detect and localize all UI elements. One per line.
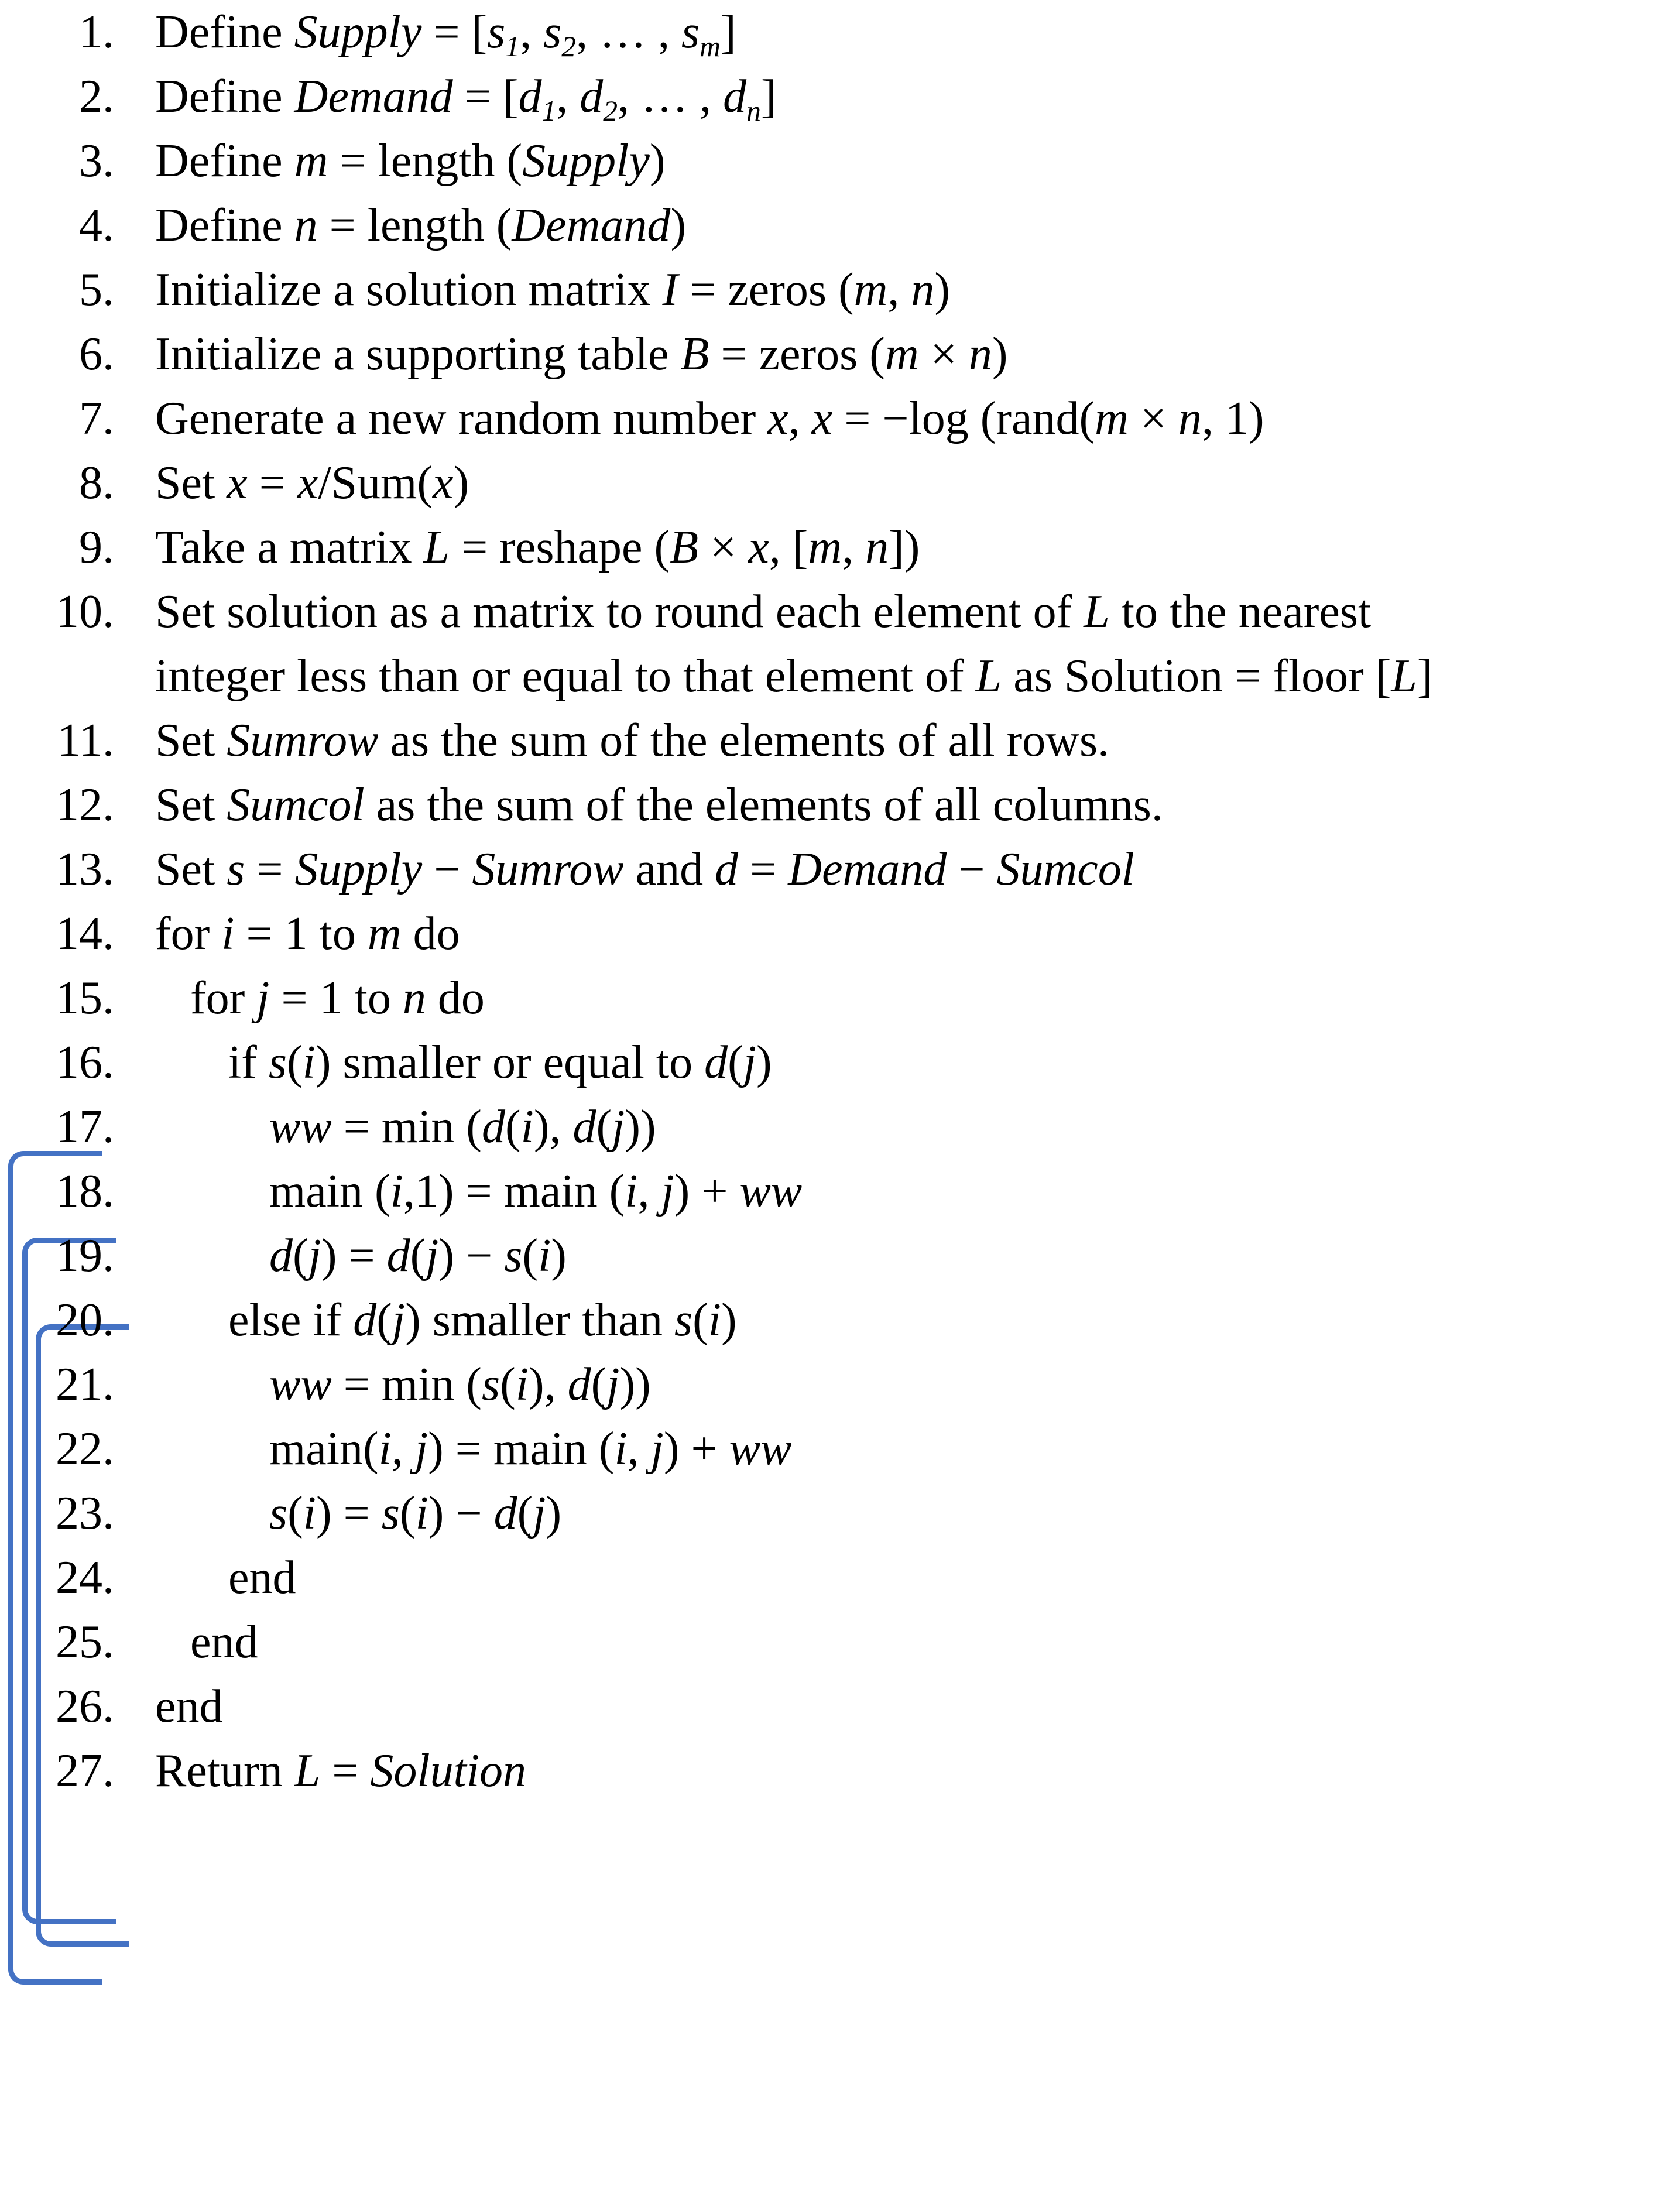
line-content: Set x = x/Sum(x) bbox=[155, 457, 469, 509]
algorithm-line bbox=[0, 773, 1680, 837]
algorithm-line bbox=[0, 451, 1680, 515]
line-number: 26. bbox=[56, 1681, 114, 1732]
line-content: Initialize a supporting table B = zeros (m × n) bbox=[155, 328, 1008, 380]
line-content: end bbox=[190, 1616, 258, 1668]
line-content: Set Sumcol as the sum of the elements of all columns. bbox=[155, 779, 1163, 831]
line-number: 6. bbox=[79, 328, 114, 380]
line-content: Define n = length (Demand) bbox=[155, 200, 687, 251]
line-number: 22. bbox=[56, 1423, 114, 1475]
line-number: 11. bbox=[57, 715, 114, 766]
line-content: Define m = length (Supply) bbox=[155, 135, 666, 187]
line-number: 12. bbox=[56, 779, 114, 831]
algorithm-line bbox=[0, 129, 1680, 193]
line-number: 24. bbox=[56, 1552, 114, 1603]
algorithm-line bbox=[0, 515, 1680, 580]
line-content: ww = min (d(i), d(j)) bbox=[269, 1101, 656, 1153]
algorithm-line bbox=[0, 1095, 1680, 1159]
line-number: 10. bbox=[56, 586, 114, 638]
line-content: else if d(j) smaller than s(i) bbox=[228, 1294, 737, 1346]
line-content: for i = 1 to m do bbox=[155, 908, 460, 960]
algorithm-line bbox=[0, 258, 1680, 322]
line-number: 4. bbox=[79, 200, 114, 251]
line-content: d(j) = d(j) − s(i) bbox=[269, 1230, 567, 1282]
algorithm-line-end-for-j bbox=[0, 1610, 1680, 1674]
line-content: main (i,1) = main (i, j) + ww bbox=[269, 1166, 803, 1217]
line-number: 9. bbox=[79, 522, 114, 573]
algorithm-line-end-if bbox=[0, 1546, 1680, 1610]
algorithm-line bbox=[0, 1159, 1680, 1224]
line-content: Initialize a solution matrix I = zeros (m, n) bbox=[155, 264, 951, 316]
line-content: main(i, j) = main (i, j) + ww bbox=[269, 1423, 792, 1475]
algorithm-line bbox=[0, 64, 1680, 129]
line-content: integer less than or equal to that element of L as Solution = floor [L] bbox=[155, 650, 1433, 702]
line-content: Take a matrix L = reshape (B × x, [m, n]) bbox=[155, 522, 920, 573]
line-number: 14. bbox=[56, 908, 114, 960]
line-content: s(i) = s(i) − d(j) bbox=[269, 1488, 562, 1539]
algorithm-line bbox=[0, 1417, 1680, 1481]
line-content: Return L = Solution bbox=[155, 1745, 527, 1797]
algorithm-line-continuation bbox=[0, 644, 1680, 708]
line-number: 1. bbox=[79, 6, 114, 58]
algorithm-line-return bbox=[0, 1739, 1680, 1803]
line-content: end bbox=[228, 1552, 296, 1603]
line-number: 2. bbox=[79, 71, 114, 122]
algorithm-line bbox=[0, 837, 1680, 902]
line-number: 5. bbox=[79, 264, 114, 316]
line-content: Set s = Supply − Sumrow and d = Demand − Sumcol bbox=[155, 844, 1134, 895]
algorithm-line bbox=[0, 580, 1680, 644]
line-number: 27. bbox=[56, 1745, 114, 1797]
line-number: 19. bbox=[56, 1230, 114, 1282]
algorithm-line bbox=[0, 1481, 1680, 1546]
line-content: Define Supply = [$s_1$, $s_2$, … , $s_m$] bbox=[155, 6, 736, 63]
line-content: for j = 1 to n do bbox=[190, 972, 485, 1024]
algorithm-line-else-if bbox=[0, 1288, 1680, 1352]
line-content: Set Sumrow as the sum of the elements of all rows. bbox=[155, 715, 1110, 766]
line-content: Set solution as a matrix to round each element of L to the nearest bbox=[155, 586, 1372, 638]
line-content: if s(i) smaller or equal to d(j) bbox=[228, 1037, 772, 1088]
line-content: Define Demand = [$d_1$, $d_2$, … , $d_n$] bbox=[155, 71, 777, 127]
line-content: Generate a new random number x, x = −log (rand(m × n, 1) bbox=[155, 393, 1264, 444]
line-number: 18. bbox=[56, 1166, 114, 1217]
line-number: 25. bbox=[56, 1616, 114, 1668]
algorithm-line-for-j bbox=[0, 966, 1680, 1030]
line-content: end bbox=[155, 1681, 223, 1732]
algorithm-line bbox=[0, 0, 1680, 64]
line-number: 8. bbox=[79, 457, 114, 509]
algorithm-line bbox=[0, 708, 1680, 773]
line-number: 17. bbox=[56, 1101, 114, 1153]
line-number: 7. bbox=[79, 393, 114, 444]
algorithm-line bbox=[0, 1224, 1680, 1288]
line-content: ww = min (s(i), d(j)) bbox=[269, 1359, 651, 1410]
algorithm-line-end-for-i bbox=[0, 1674, 1680, 1739]
algorithm-line bbox=[0, 322, 1680, 386]
algorithm-line-for-i bbox=[0, 902, 1680, 966]
line-number: 15. bbox=[56, 972, 114, 1024]
algorithm-line bbox=[0, 1352, 1680, 1417]
algorithm-line bbox=[0, 193, 1680, 258]
line-number: 16. bbox=[56, 1037, 114, 1088]
line-number: 13. bbox=[56, 844, 114, 895]
line-number: 21. bbox=[56, 1359, 114, 1410]
line-number: 23. bbox=[56, 1488, 114, 1539]
algorithm-line bbox=[0, 386, 1680, 451]
algorithm-line-if bbox=[0, 1030, 1680, 1095]
line-number: 20. bbox=[56, 1294, 114, 1346]
line-number: 3. bbox=[79, 135, 114, 187]
